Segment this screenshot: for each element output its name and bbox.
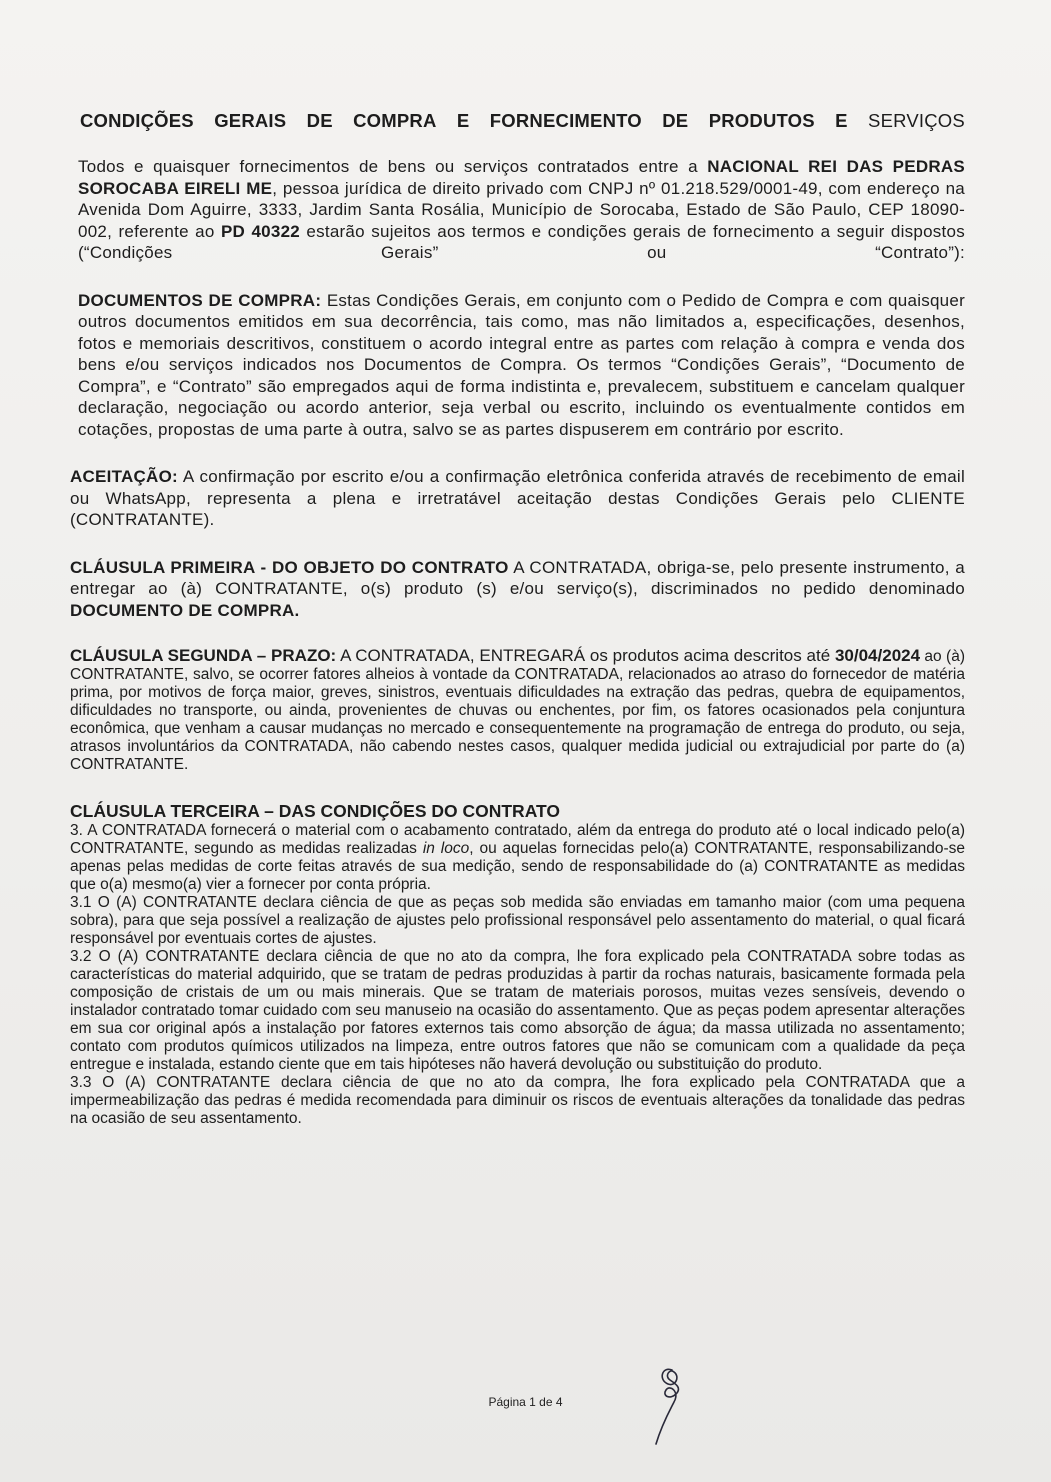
section-text: A CONTRATADA, ENTREGARÁ os produtos acima descritos até	[336, 646, 835, 665]
section-text: A confirmação por escrito e/ou a confirmação eletrônica conferida através de recebimento de email ou WhatsApp, representa a plena e irretratável aceitação destas Condições Gerais pelo CLIENTE (CONTRATANTE).	[70, 467, 965, 529]
item-text: 3. A CONTRATADA fornecerá o material com o acabamento contratado, além da entrega do produto até o local indicado pelo(a) CONTRATANTE, segundo as medidas realizadas	[70, 822, 965, 857]
title-word: DE	[662, 110, 689, 131]
company-name: NACIONAL REI DAS PEDRAS SOROCABA EIRELI ME	[78, 157, 966, 198]
pd-number: PD 40322	[220, 221, 300, 241]
signature-initials	[640, 1362, 700, 1452]
intro-paragraph	[70, 156, 965, 264]
clausula-3-2-item: 3.2 O (A) CONTRATANTE declara ciência de que no ato da compra, lhe fora explicado pela CONTRATADA sobre todas as características do material adquirido, que se tratam de pedras produzidas à partir da rochas naturais, basicamente formada pela composição de cristais de um ou mais minerais. Que se tratam de materiais porosos, muitas vezes sensíveis, devendo o instalador contratado tomar cuidado com seu manuseio na ocasião do assentamento. Que as peças podem apresentar alterações em sua cor original após a instalação por fatores externos tais como absorção de água; da massa utilizada no assentamento; contato com produtos químicos utilizados na limpeza, entre outros fatores que não se comunicam com a qualidade da peça entregue e instalada, estando ciente que em tais hipóteses não haverá devolução ou substituição do produto.	[70, 948, 965, 1073]
title-word: PRODUTOS	[708, 110, 815, 131]
clausula-3-3-item: 3.3 O (A) CONTRATANTE declara ciência de que no ato da compra, lhe fora explicado pela CONTRATADA que a impermeabilização das pedras é medida recomendada para diminuir os riscos de eventuais alterações da tonalidade das pedras na ocasião de seu assentamento.	[70, 1074, 965, 1127]
title-word: SERVIÇOS	[868, 110, 965, 131]
section-text: A CONTRATADA, obriga-se, pelo presente instrumento, a entregar ao (à) CONTRATANTE, o(s) produto (s) e/ou serviço(s), discriminados no pedido denominado	[70, 557, 965, 598]
section-text: Estas Condições Gerais, em conjunto com o Pedido de Compra e com quaisquer outros documentos emitidos em sua decorrência, tais como, mas não limitados a, especificações, desenhos, fotos e memoriais descritivos, constituem o acordo integral entre as partes com relação à compra e venda dos bens e/ou serviços indicados nos Documentos de Compra. Os termos “Condições Gerais”, “Documento de Compra”, e “Contrato” são empregados aqui de forma indistinta e, prevalecem, substituem e cancelam qualquer declaração, negociação ou acordo anterior, seja verbal ou escrito, incluindo os eventualmente contidos em cotações, propostas de uma parte à outra, salvo se as partes dispuserem em contrário por escrito.	[78, 290, 965, 439]
title-word: DE	[306, 110, 333, 131]
title-word: FORNECIMENTO	[489, 110, 642, 131]
intro-text: , pessoa jurídica de direito privado com CNPJ nº 01.218.529/0001-49, com endereço na Avenida Dom Aguirre, 3333, Jardim Santa Rosália, Município de Sorocaba, Estado de São Paulo, CEP 18090- 002, referente ao	[78, 178, 965, 241]
title-word: COMPRA	[353, 110, 437, 131]
section-label: DOCUMENTOS DE COMPRA:	[78, 290, 322, 310]
page-number: Página 1 de 4	[488, 1395, 563, 1409]
item-italic: in loco	[422, 840, 470, 857]
title-word: GERAIS	[214, 110, 287, 131]
section-label: CLÁUSULA PRIMEIRA - DO OBJETO DO CONTRATO	[70, 557, 509, 577]
clausula-segunda	[70, 647, 965, 774]
title-word: CONDIÇÕES	[80, 110, 194, 131]
section-text: ao (à) CONTRATANTE, salvo, se ocorrer fatores alheios à vontade da CONTRATADA, relacionados ao atraso do fornecedor de matéria prima, por motivos de força maior, greves, sinistros, eventuais dificuldades na extração das pedras, quebra de equipamentos, dificuldades no transporte, ou ainda, provenientes de chuvas ou enchentes, por fim, os fatores ocasionados pela conjuntura econômica, que venham a causar mudanças no mercado e consequentemente na programação de entrega do produto, ou seja, atrasos involuntários da CONTRATADA, não cabendo nestes casos, qualquer medida judicial ou extrajudicial por parte do (a) CONTRATANTE.	[70, 648, 965, 773]
title-word: E	[835, 110, 848, 131]
document-title	[80, 110, 965, 132]
document-reference: DOCUMENTO DE COMPRA.	[70, 600, 300, 620]
clausula-3-1-item: 3.1 O (A) CONTRATANTE declara ciência de que as peças sob medida são enviadas em tamanho maior (com uma pequena sobra), para que seja possível a realização de ajustes pelo profissional responsável pelo assentamento do material, o qual ficará responsável por eventuais cortes de ajustes.	[70, 894, 965, 947]
documentos-paragraph	[70, 290, 965, 441]
intro-text: estarão sujeitos aos termos e condições gerais de fornecimento a seguir dispostos (“Condições Gerais” ou “Contrato”):	[78, 221, 965, 262]
section-label: ACEITAÇÃO:	[70, 467, 178, 486]
item-text: , ou aquelas fornecidas pelo(a) CONTRATANTE, responsabilizando-se apenas pelas medidas de corte feitas através de sua medição, sendo de responsabilidade do (a) CONTRATANTE as medidas que o(a) mesmo(a) vier a fornecer por conta própria.	[70, 840, 965, 893]
title-word: E	[456, 110, 470, 131]
intro-text: Todos e quaisquer fornecimentos de bens ou serviços contratados entre a	[78, 157, 708, 176]
aceitacao-paragraph	[70, 466, 965, 531]
section-label: CLÁUSULA SEGUNDA – PRAZO:	[70, 646, 337, 665]
clausula-primeira	[70, 557, 965, 622]
delivery-date: 30/04/2024	[834, 646, 921, 665]
document-body	[70, 110, 965, 1128]
clausula-terceira-heading: CLÁUSULA TERCEIRA – DAS CONDIÇÕES DO CONTRATO	[70, 801, 561, 821]
clausula-3-item	[70, 822, 965, 894]
